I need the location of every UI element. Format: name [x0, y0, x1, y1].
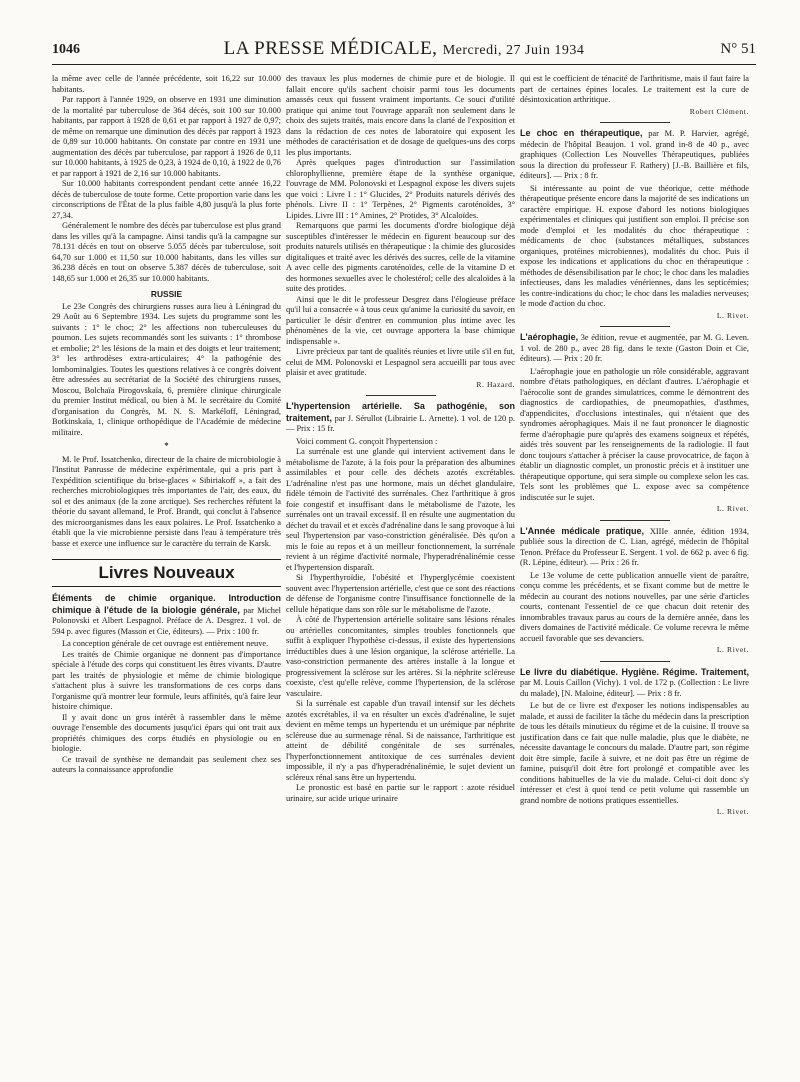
divider: [600, 122, 670, 123]
paragraph: Les traités de Chimie organique ne donnent pas d'importance spéciale à l'étude des corps qui constituent les êtres vivants. D'autre part les traités de physiologie et même de chimie biologique s'attachent plus à suivre les transformations de ces corps dans l'organisme qu'à montrer leur formule, leurs affinités, qu'à faire leur histoire chimique.: [52, 649, 281, 711]
review-signature: L. Rivet.: [716, 504, 749, 513]
page-header: [52, 38, 756, 65]
review-signature: L. Rivet.: [716, 645, 749, 654]
paragraph: Si l'hyperthyroïdie, l'obésité et l'hyperglycémie coexistent souvent avec l'hypertension artérielle, c'est que ce sont des réactions de défense de l'organisme contre l'insuffisance fonctionnelle de la cellule hépatique dans son rôle sur le métabolisme de l'azote.: [286, 573, 515, 614]
paragraph: Voici comment G. conçoit l'hypertension :: [296, 436, 438, 446]
book-meta: par J. Sérullot (Librairie L. Arnette). 1 vol. de 120 p. — Prix : 15 fr.: [286, 413, 516, 433]
book-meta: XIIIe année, édition 1934, publiée sous la direction de C. Lian, agrégé, médecin de l'hôpital Tenon. Préface du Professeur E. Sergent. 1 vol. de 662 p. avec 6 fig. (R. Lépine, éditeur). — Prix : 26 fr.: [520, 526, 750, 567]
journal-title: LA PRESSE MÉDICALE,: [223, 38, 438, 59]
column-1: [52, 74, 281, 776]
paragraph: Ce travail de synthèse ne demandait pas seulement chez ses auteurs la connaissance approfondie: [52, 754, 281, 774]
page-number: 1046: [52, 42, 80, 57]
paragraph: L'aérophagie joue en pathologie un rôle considérable, aggravant nombre d'états pathologiques, en déclant d'autres. L'aérophagie et l'aérocolie sont de grandes simulatrices, comme le démontrent des diagnostics de cardiopathies, de pneumopathies, d'asthmes, d'appendicites, d'occlusions intestinales, qui n'étaient que des syndromes aérophagiques. Mais il ne faut prononcer le diagnostic ferme d'aérophagie pure qu'après des examens soigneux et répétés, aidés très souvent par les renseignements de la radiologie. Il faut donc toujours s'attacher à préciser la cause provocatrice, de façon à établir un diagnostic complet, un pronostic précis et à instituer une thérapeutique opportune, qui sera simple ou complexe selon les cas. Tels sont les problèmes que L. expose avec sa compétence indiscutée sur le sujet.: [520, 366, 749, 502]
paragraph: À côté de l'hypertension artérielle solitaire sans lésions rénales ou artérielles concomitantes, simples troubles fonctionnels que suffit à expliquer l'hypothèse ci-dessus, il existe des hypertensions irréductibles dues à une lésion organique, la sclérose artérielle. La vaso-constriction permanente des artères installe à la longue et progressivement la sclérose sur les artères. Si la néphrite scléreuse coexiste, c'est qu'elle relève, comme l'hypertension, de la sclérose vasculaire.: [286, 615, 515, 698]
paragraph: Ainsi que le dit le professeur Desgrez dans l'élogieuse préface qu'il lui a consacrée « à tous ceux qu'anime la curiosité du savoir, en particulier le désir d'entrer en communion plus intime avec les phénomènes de la vie, cet ouvrage apportera la base chimique indispensable ».: [286, 294, 515, 346]
paragraph: qui est le coefficient de ténacité de l'arthritisme, mais il faut faire la part de certaines épines locales. Le traitement est la cure de désintoxication arthritique.: [520, 74, 749, 104]
paragraph: Le 23e Congrès des chirurgiens russes aura lieu à Léningrad du 29 Août au 6 Septembre 1934. Les sujets du programme sont les suivants : 1° le choc; 2° les affections non tuberculeuses du poumon. Les sujets recommandés sont les suivants : 1° thrombose et embolie; 2° les lésions de la main et des doigts et leur traitement; 3° les arthrodèses extra-articulaires; 4° la pathogénie des lombominalgies. Toutes les questions relatives à ce congrès doivent être adressées au secrétariat de la Société des chirurgiens russes, Moscou, Bolchaïa Pirogovskaïa, 6, première clinique chirurgicale du premier Institut médical, ou bien à M. le secrétaire du Comité d'organisation du Congrès, M. N. S. Markéloff, Léningrad, Botkinskaïa, 1, clinique orthopédique de l'Académie de médecine militaire.: [52, 301, 281, 437]
paragraph: Sur 10.000 habitants correspondent pendant cette année 16,22 décès de tuberculose de toute forme. Cette proportion varie dans les circonscriptions de l'État de la plus faible 4,80 jusqu'à la plus forte 27,34.: [52, 179, 281, 220]
review-signature: L. Rivet.: [716, 807, 749, 816]
review-signature: L. Rivet.: [716, 310, 749, 320]
paragraph: Le but de ce livre est d'exposer les notions indispensables au malade, et aussi de faciliter la tâche du médecin dans la prescription de tous les détails minutieux du régime et de la cuisine. Il trouve sa justification dans ce fait que nulle maladie, plus que le diabète, ne nécessite davantage le concours du malade. D'autre part, son régime doit être simple, facile à suivre, et ne doit pas être un régime de famine, puisqu'il doit être fort prolongé et compatible avec les conditions habituelles de la vie du malade. Celui-ci doit donc s'y intéresser et c'est à quoi tend ce petit volume qui rassemble un grand nombre de notions pratiques essentielles.: [520, 701, 749, 805]
divider: [366, 395, 436, 396]
paragraph: La conception générale de cet ouvrage est entièrement neuve.: [62, 639, 269, 648]
paragraph: Livre précieux par tant de qualités réunies et livre utile s'il en fut, celui de MM. Polonovski et Lespagnol sera accueilli par tous avec plaisir et avec gratitude.: [286, 347, 515, 377]
paragraph: Par rapport à l'année 1929, on observe en 1931 une diminution de la mortalité par tuberculose de 364 décès, soit 100 sur 10.000 habitants, par rapport à 1928 de 0,61 et par rapport à 1927 de 0,97; de même on remarque une diminution des décès par rapport à 1923 de 0,89 sur 10.000 habitants. On constate par contre en 1931 une augmentation des décès par tuberculose, par rapport à 1926 de 0,11 sur 10.000 habitants, à 1925 de 0,23, à 1924 de 0,10, à 1922 de 0,76 et par rapport à 1921 de 2,16 sur 10.000 habitants.: [52, 95, 281, 178]
divider: [600, 326, 670, 327]
paragraph: Le 13e volume de cette publication annuelle vient de paraître, conçu comme les précédents, et se fixant comme but de mettre le médecin au courant des notions nouvelles, par une série d'articles courts, contenant l'essentiel de ce que chacun doit retenir des innombrables travaux parus au cours de la dernière année, dans les divers domaines de l'activité médicale. Ce volume recevra le même accueil favorable que ses devanciers.: [520, 570, 749, 643]
paragraph: des travaux les plus modernes de chimie pure et de biologie. Il fallait encore qu'ils sachent choisir parmi tous les documents amassés ceux qui fussent vraiment importants. Ce souci d'utilité pratique qui anime tout l'ouvrage apparaît non seulement dans le choix des sujets traités, mais encore dans la clarté de l'exposition et dans la rédaction de ces notes de laboratoire qui exposent les méthodes de caractérisation et de dosage de quelques-uns des corps les plus importants.: [286, 74, 515, 157]
book-meta: par M. Louis Caillon (Vichy). 1 vol. de 172 p. (Collection : Le livre du malade), [N. Maloine, éditeur]. — Prix : 8 fr.: [520, 678, 749, 698]
section-separator: *: [164, 441, 169, 450]
section-title-livres-nouveaux: Livres Nouveaux: [52, 559, 281, 587]
review-signature: R. Hazard.: [476, 379, 515, 389]
paragraph: La surrénale est une glande qui intervient activement dans le métabolisme de l'azote, à la fois pour la préparation des albumines assimilables et pour celle des déchets azotés excrétables. L'adrénaline n'est pas une hormone, mais un déchet glandulaire, fidèle témoin de l'activité des surrénales. Chez l'arthritique à gros foie congestif et insuffisant dans le métabolisme de l'azote, les surrénales ont un travail excessif. Il en résulte une augmentation du déchet du travail et et excès d'adrénaline dans le sang provoque à lui seul l'hypertension par vaso-constriction généralisée. Dès qu'on a mis le foie au repos et à un meilleur fonctionnement, la surrénale revient à un régime d'activité normale, l'hyperadrénalinémie cesse et l'hypertension disparaît.: [286, 447, 515, 572]
issue-number: N° 51: [720, 41, 756, 57]
book-review-header: [520, 128, 749, 182]
paragraph: Généralement le nombre des décès par tuberculose est plus grand dans les villes qu'à la campagne. Ainsi tandis qu'à la campagne sur 78.131 décès en tout on observe 5.055 décès par tuberculose, soit 64,70 sur 1.000 et 11,50 sur 10.000 habitants, dans les villes sur 36.238 décès en tout on observe 5.387 décès de tuberculose, soit 148,65 sur 1.000 et 26,35 sur 10.000 habitants.: [52, 221, 281, 283]
journal-masthead: [52, 38, 756, 60]
paragraph: M. le Prof. Issatchenko, directeur de la chaire de microbiologie à l'Institut Panrusse de médecine expérimentale, qui a pris part à l'expédition scientifique du brise-glaces « Sibiriakoff », a fait des recherches microbiologiques très importantes de l'air, des eaux, du sol et des animaux (de la zone arctique). Ses recherches réfutent la théorie du savant allemand, le Prof. Brandt, qui conclut à l'absence des microorganismes dans les eaux polaires. Le Prof. Issatchenko a établi que la vie microbienne persiste dans l'eau à température très basse et exerce une influence sur le caractère du terrain de Karsk.: [52, 454, 281, 548]
book-meta: 3e édition, revue et augmentée, par M. G. Leven. 1 vol. de 280 p., avec 28 fig. dans le texte (Gaston Doin et Cie, éditeurs). — Prix : 20 fr.: [520, 333, 749, 363]
book-review-header: [520, 526, 749, 569]
paragraph: la même avec celle de l'année précédente, soit 16,22 sur 10.000 habitants.: [52, 74, 281, 94]
issue-date: Mercredi, 27 Juin 1934: [442, 43, 585, 58]
book-review-header: [520, 332, 749, 365]
paragraph: Il y avait donc un gros intérêt à rassembler dans le même ouvrage l'ensemble des documents jusqu'ici épars qui ont trait aux propriétés chimiques des corps étudiés en physiologie ou en biologie.: [52, 712, 281, 753]
divider: [600, 520, 670, 521]
section-heading-russie: RUSSIE: [150, 289, 183, 299]
book-title: Le livre du diabétique. Hygiène. Régime. Traitement,: [520, 666, 749, 677]
book-meta: par Michel Polonovski et Albert Lespagnol. Préface de A. Desgrez. 1 vol. de 594 p. avec figures (Masson et Cie, éditeurs). — Prix : 100 fr.: [52, 605, 282, 636]
paragraph: Remarquons que parmi les documents d'ordre biologique déjà susceptibles d'intéresser le médecin en figurent beaucoup sur des produits naturels utilisés en thérapeutique : la chimie des glucosides digitaliques et traité avec les dérivés des sucres, celle de la vitamine A avec celle des pigments caroténoïdes, celle de la vitamine D et des hormones sexuelles avec le cholestérol; celle des alcaloïdes à la suite des protides.: [286, 221, 515, 293]
column-2: [286, 74, 515, 804]
book-meta: par M. P. Harvier, agrégé, médecin de l'hôpital Beaujon. 1 vol. grand in-8 de 40 p., avec graphiques (Collection Les Nouvelles Thérapeutiques, publiées sous la direction du professeur F. Rathery) [J.-B. Baillière et fils, éditeurs]. — Prix : 8 fr.: [520, 129, 749, 180]
book-review-header: [286, 401, 515, 435]
paragraph: Après quelques pages d'introduction sur l'assimilation chlorophyllienne, première étape de la synthèse organique, l'ouvrage de MM. Polonovski et Lespagnol expose les divers sujets que voici : Livre I : 1° Glucides, 2° Produits naturels dérivés des phénols. Livre II : 1° Terpènes, 2° Pigments caroténoïdes, 3° Lipides. Livre III : 1° Amines, 2° Protides, 3° Alcaloïdes.: [286, 158, 515, 220]
book-title: L'Année médicale pratique,: [520, 525, 645, 536]
review-signature: Robert Clément.: [689, 106, 749, 116]
book-review-header: [52, 593, 281, 637]
book-title: Le choc en thérapeutique,: [520, 128, 643, 138]
book-review-header: [520, 667, 749, 700]
divider: [600, 661, 670, 662]
paragraph: Si intéressante au point de vue théorique, cette méthode thérapeutique présente encore dans la majorité de ses indications un caractère empirique. H. expose d'abord les notions biologiques expérimentales et cliniques qui justifient son emploi. Il précise son mode d'emploi et les modalités du choc thérapeutique : médicaments de choc (substances métalliques, substances organiques, protéines microbiennes), modalités du choc. Puis il expose les indications et applications du choc en thérapeutique : méthodes de désensibilisation par le choc; le choc dans les maladies infectieuses, dans les maladies vénériennes, dans les septicémies; les contre-indications du choc; le choc dans les maladies nerveuses; le mode d'action du choc.: [520, 183, 749, 308]
paragraph: Le pronostic est basé en partie sur le rapport : azote résiduel urinaire, sur acide urique urinaire: [286, 783, 515, 803]
book-title: L'hypertension artérielle. Sa pathogénie, son traitement,: [286, 401, 515, 423]
column-3: [520, 74, 749, 820]
book-title: Éléments de chimie organique. Introduction chimique à l'étude de la biologie générale,: [52, 593, 281, 615]
book-title: L'aérophagie,: [520, 332, 579, 342]
paragraph: Si la surrénale est capable d'un travail intensif sur les déchets azotés excrétables, il va en résulter un excès d'adrénaline, le sujet devient en même temps un hypertendu et un urémique par néphrite scléreuse due au surmenage rénal. Si de naissance, l'arthritique est atteint de débilité congénitale de ses surrénales, l'hyperfonctionnement antitoxique de ces surrénales devient impossible, il n'y a pas d'hyperadrénalinémie, le sujet devient un scléreux rénal sans être un hypertendu.: [286, 699, 515, 782]
